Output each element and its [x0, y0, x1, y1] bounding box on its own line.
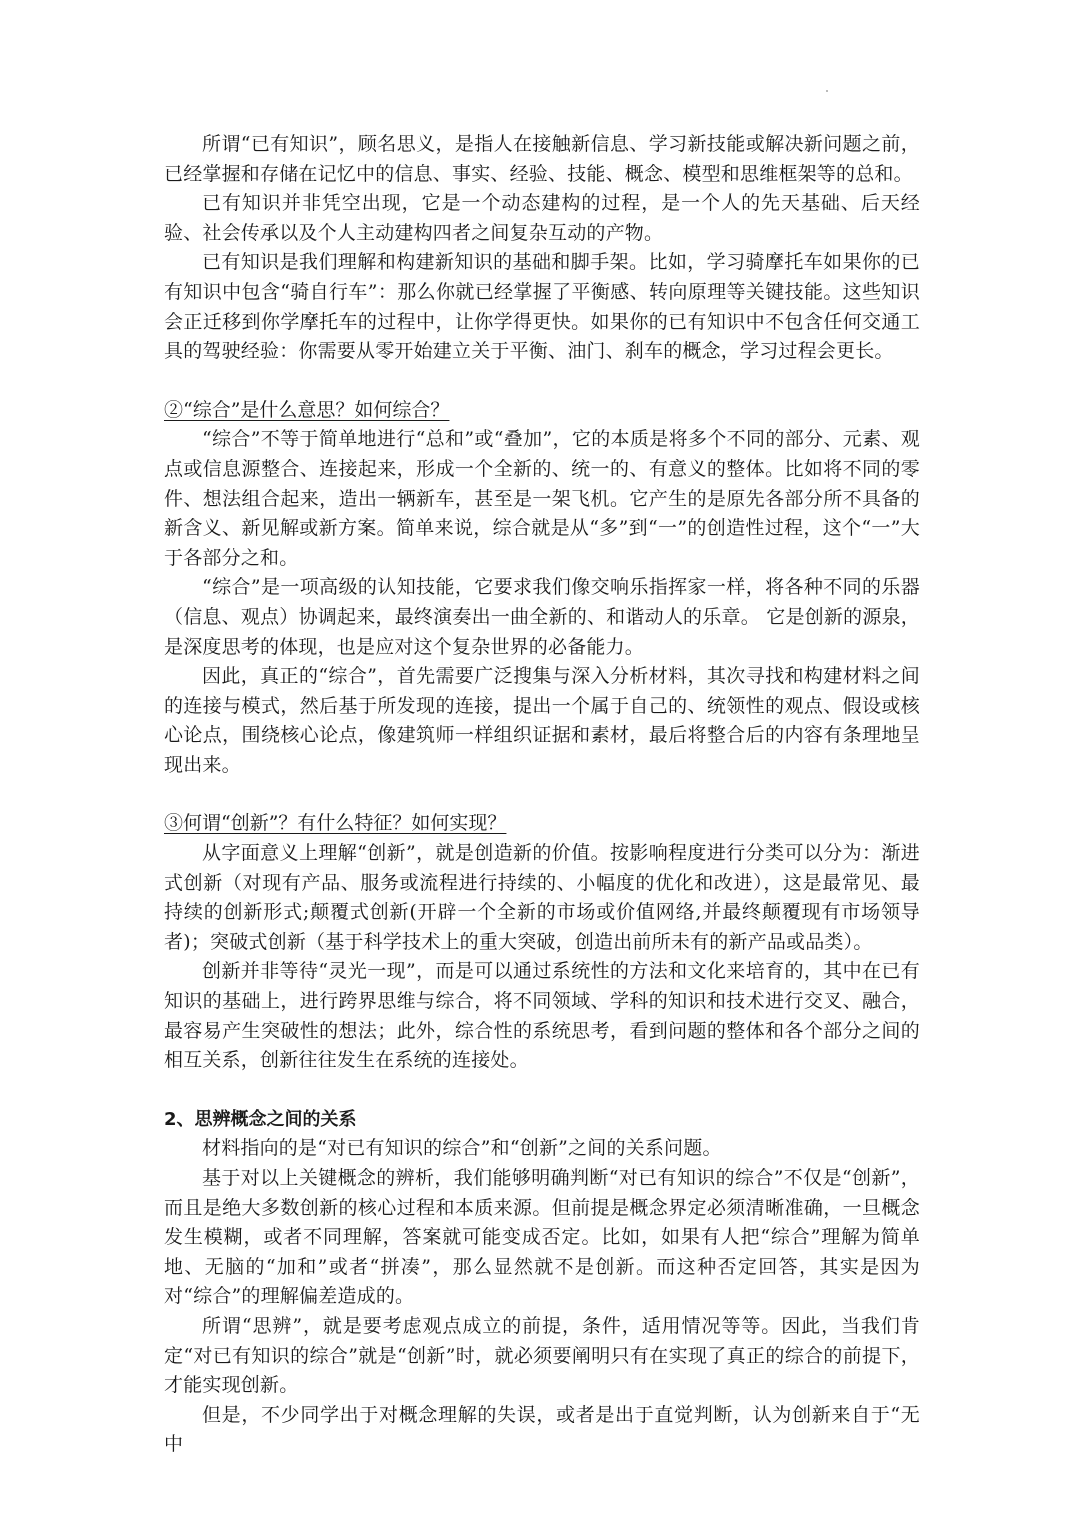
paragraph-judgement: 基于对以上关键概念的辨析，我们能够明确判断“对已有知识的综合”不仅是“创新”，而且是绝大多数创新的核心过程和本质来源。但前提是概念界定必须清晰准确，一旦概念发生模糊，或者不同理解，答案就可能变成否定。比如，如果有人把“综合”理解为简单地、无脑的“加和”或者“拼凑”，那么显然就不是创新。而这种否定回答，其实是因为对“综合”的理解偏差造成的。 — [164, 1167, 920, 1308]
paragraph-synthesis-method: 因此，真正的“综合”，首先需要广泛搜集与深入分析材料，其次寻找和构建材料之间的连接与模式，然后基于所发现的连接，提出一个属于自己的、统领性的观点、假设或核心论点，围绕核心论点，像建筑师一样组织证据和素材，最后将整合后的内容有条理地呈现出来。 — [164, 665, 920, 776]
subheading-synthesis: ②“综合”是什么意思？如何综合？ — [164, 398, 450, 421]
scan-speck — [826, 90, 828, 92]
section-title-concept-relations: 2、思辨概念之间的关系 — [164, 1108, 357, 1130]
paragraph-existing-knowledge-definition: 所谓“已有知识”，顾名思义，是指人在接触新信息、学习新技能或解决新问题之前，已经掌握和存储在记忆中的信息、事实、经验、技能、概念、模型和思维框架等的总和。 — [164, 133, 920, 185]
paragraph-innovation-types: 从字面意义上理解“创新”，就是创造新的价值。按影响程度进行分类可以分为：渐进式创新（对现有产品、服务或流程进行持续的、小幅度的优化和改进），这是最常见、最持续的创新形式;颠覆式创新(开辟一个全新的市场或价值网络,并最终颠覆现有市场领导者)；突破式创新（基于科学技术上的重大突破，创造出前所未有的新产品或品类）。 — [164, 842, 920, 953]
paragraph-existing-knowledge-example: 已有知识是我们理解和构建新知识的基础和脚手架。比如，学习骑摩托车如果你的已有知识中包含“骑自行车”：那么你就已经掌握了平衡感、转向原理等关键技能。这些知识会正迁移到你学摩托车的过程中，让你学得更快。如果你的已有知识中不包含任何交通工具的驾驶经验：你需要从零开始建立关于平衡、油门、刹车的概念，学习过程会更长。 — [164, 251, 920, 363]
spacer — [164, 367, 920, 396]
paragraph-synthesis-definition: “综合”不等于简单地进行“总和”或“叠加”，它的本质是将多个不同的部分、元素、观点或信息源整合、连接起来，形成一个全新的、统一的、有意义的整体。比如将不同的零件、想法组合起来，造出一辆新车，甚至是一架飞机。它产生的是原先各部分所不具备的新含义、新见解或新方案。简单来说，综合就是从“多”到“一”的创造性过程，这个“一”大于各部分之和。 — [164, 428, 920, 569]
paragraph-synthesis-skill: “综合”是一项高级的认知技能，它要求我们像交响乐指挥家一样，将各种不同的乐器（信息、观点）协调起来，最终演奏出一曲全新的、和谐动人的乐章。 它是创新的源泉，是深度思考的体现，也是应对这个复杂世界的必备能力。 — [164, 576, 920, 658]
spacer — [164, 1076, 920, 1105]
paragraph-critical-thinking: 所谓“思辨”，就是要考虑观点成立的前提，条件，适用情况等等。因此，当我们肯定“对已有知识的综合”就是“创新”时，就必须要阐明只有在实现了真正的综合的前提下，才能实现创新。 — [164, 1314, 920, 1397]
paragraph-innovation-cultivation: 创新并非等待“灵光一现”，而是可以通过系统性的方法和文化来培育的，其中在已有知识的基础上，进行跨界思维与综合，将不同领域、学科的知识和技术进行交叉、融合，最容易产生突破性的想法；此外，综合性的系统思考，看到问题的整体和各个部分之间的相互关系，创新往往发生在系统的连接处。 — [164, 960, 920, 1072]
paragraph-existing-knowledge-origin: 已有知识并非凭空出现，它是一个动态建构的过程，是一个人的先天基础、后天经验、社会传承以及个人主动建构四者之间复杂互动的产物。 — [164, 192, 920, 244]
paragraph-material-focus: 材料指向的是“对已有知识的综合”和“创新”之间的关系问题。 — [202, 1137, 722, 1160]
document-page — [164, 130, 920, 1460]
subheading-innovation: ③何谓“创新”？有什么特征？如何实现？ — [164, 812, 507, 835]
spacer — [164, 780, 920, 809]
paragraph-misunderstanding: 但是，不少同学出于对概念理解的失误，或者是出于直觉判断，认为创新来自于“无中 — [164, 1403, 920, 1456]
